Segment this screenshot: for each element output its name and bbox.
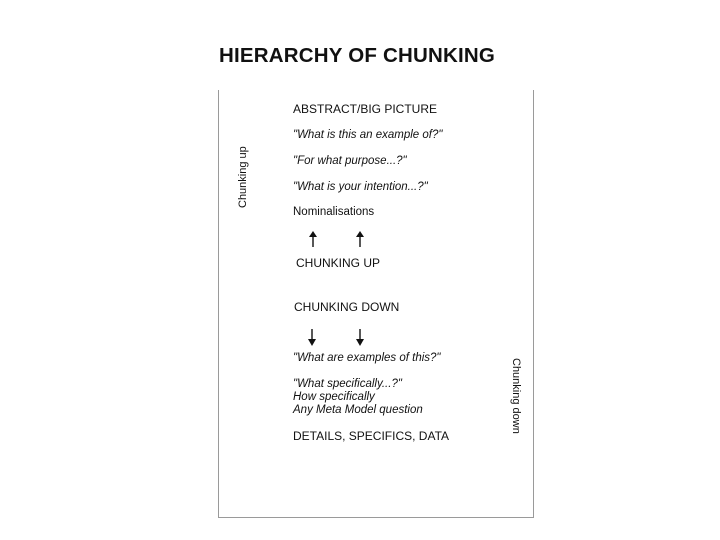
question-examples-of-this: "What are examples of this?" bbox=[293, 352, 441, 364]
side-label-chunking-up: Chunking up bbox=[237, 146, 249, 208]
question-what-specifically: "What specifically...?" bbox=[293, 378, 402, 390]
question-purpose: "For what purpose...?" bbox=[293, 155, 407, 167]
nominalisations-label: Nominalisations bbox=[293, 206, 375, 218]
diagram-title: HIERARCHY OF CHUNKING bbox=[219, 44, 496, 67]
up-arrow-left-icon bbox=[305, 230, 321, 248]
down-arrow-right-icon bbox=[352, 328, 368, 347]
abstract-heading: ABSTRACT/BIG PICTURE bbox=[293, 102, 438, 116]
details-specifics-data: DETAILS, SPECIFICS, DATA bbox=[293, 429, 450, 443]
question-example-of: "What is this an example of?" bbox=[293, 129, 443, 141]
question-intention: "What is your intention...?" bbox=[293, 181, 428, 193]
meta-model-label: Any Meta Model question bbox=[293, 404, 423, 416]
chunking-down-label: CHUNKING DOWN bbox=[294, 300, 400, 314]
chunking-up-label: CHUNKING UP bbox=[296, 256, 381, 270]
how-specifically-label: How specifically bbox=[293, 391, 375, 403]
up-arrow-right-icon bbox=[352, 230, 368, 248]
down-arrow-left-icon bbox=[304, 328, 320, 347]
side-label-chunking-down: Chunking down bbox=[510, 358, 522, 434]
